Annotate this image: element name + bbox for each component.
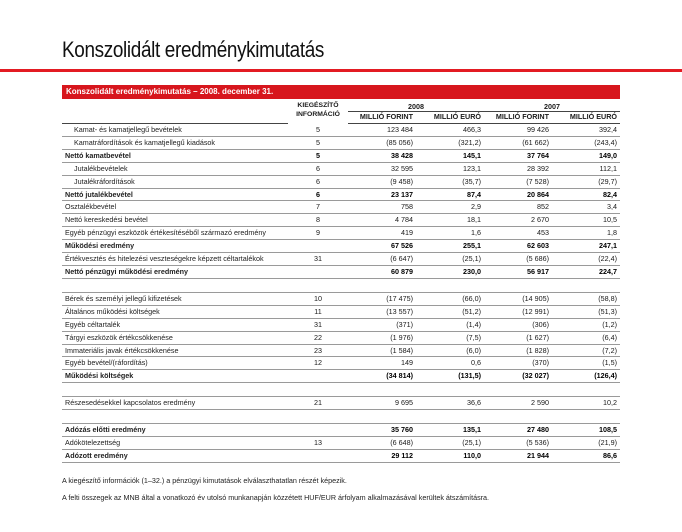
row-eur-2007: 392,4 xyxy=(552,124,620,137)
row-eur-2007: 10,5 xyxy=(552,214,620,227)
row-info xyxy=(288,265,348,278)
blank-cell xyxy=(288,278,348,292)
income-statement-table xyxy=(62,85,620,463)
table-row xyxy=(62,437,620,450)
row-eur-2007: (58,8) xyxy=(552,292,620,305)
row-label: Jutalékráfordítások xyxy=(62,175,288,188)
row-huf-2007: 56 917 xyxy=(484,265,552,278)
blank-cell xyxy=(484,278,552,292)
header-row-years xyxy=(62,99,620,112)
row-info: 13 xyxy=(288,437,348,450)
page-title: Konszolidált eredménykimutatás xyxy=(62,37,325,62)
row-huf-2007: (7 528) xyxy=(484,175,552,188)
row-label: Nettó kamatbevétel xyxy=(62,149,288,162)
header-year-2007: 2007 xyxy=(484,99,620,112)
row-eur-2007: 3,4 xyxy=(552,201,620,214)
row-label: Kamat- és kamatjellegű bevételek xyxy=(62,124,288,137)
row-label: Nettó jutalékbevétel xyxy=(62,188,288,201)
row-label: Egyéb pénzügyi eszközök értékesítéséből származó eredmény xyxy=(62,227,288,240)
row-huf-2008: (1 976) xyxy=(348,331,416,344)
blank-cell xyxy=(62,383,288,397)
row-huf-2007: 2 670 xyxy=(484,214,552,227)
row-info: 9 xyxy=(288,227,348,240)
row-label: Jutalékbevételek xyxy=(62,162,288,175)
row-huf-2008: 35 760 xyxy=(348,424,416,437)
row-huf-2008: (6 648) xyxy=(348,437,416,450)
row-huf-2008: 29 112 xyxy=(348,449,416,462)
row-huf-2008: 123 484 xyxy=(348,124,416,137)
blank-cell xyxy=(288,383,348,397)
row-huf-2007: 20 864 xyxy=(484,188,552,201)
row-huf-2008: 9 695 xyxy=(348,397,416,410)
table-row xyxy=(62,357,620,370)
row-info: 31 xyxy=(288,253,348,266)
title-divider xyxy=(0,69,682,72)
row-info: 6 xyxy=(288,162,348,175)
row-eur-2007: (21,9) xyxy=(552,437,620,450)
table-title-bar: Konszolidált eredménykimutatás – 2008. december 31. xyxy=(62,85,620,99)
row-huf-2007: (306) xyxy=(484,318,552,331)
table-body xyxy=(62,124,620,463)
statement-table xyxy=(62,99,620,463)
row-huf-2007: 453 xyxy=(484,227,552,240)
row-eur-2007: (7,2) xyxy=(552,344,620,357)
table-row xyxy=(62,124,620,137)
row-huf-2008: 32 595 xyxy=(348,162,416,175)
blank-row xyxy=(62,278,620,292)
row-eur-2007: (29,7) xyxy=(552,175,620,188)
blank-cell xyxy=(484,383,552,397)
row-info: 23 xyxy=(288,344,348,357)
header-info-line2: INFORMÁCIÓ xyxy=(296,110,340,118)
row-label: Működési eredmény xyxy=(62,240,288,253)
row-huf-2007: (5 536) xyxy=(484,437,552,450)
row-eur-2008: (321,2) xyxy=(416,136,484,149)
row-eur-2008: 0,6 xyxy=(416,357,484,370)
row-eur-2007: 149,0 xyxy=(552,149,620,162)
row-huf-2007: 37 764 xyxy=(484,149,552,162)
footnote-2: A felti összegek az MNB által a vonatkozó év utolsó munkanapján közzétett HUF/EUR árfolyam alkalmazásával kerültek átszámításra. xyxy=(62,493,490,502)
row-huf-2008: (1 584) xyxy=(348,344,416,357)
row-label: Egyéb bevétel/(ráfordítás) xyxy=(62,357,288,370)
blank-cell xyxy=(416,410,484,424)
footnotes xyxy=(62,476,489,510)
footnote-1: A kiegészítő információk (1–32.) a pénzügyi kimutatások elválaszthatatlan részét képezik. xyxy=(62,476,347,485)
row-huf-2007: (1 828) xyxy=(484,344,552,357)
header-blank-2 xyxy=(62,112,288,124)
blank-cell xyxy=(552,278,620,292)
row-huf-2008: (371) xyxy=(348,318,416,331)
row-label: Egyéb céltartalék xyxy=(62,318,288,331)
row-huf-2008: (34 814) xyxy=(348,370,416,383)
row-eur-2008: (25,1) xyxy=(416,253,484,266)
row-label: Működési költségek xyxy=(62,370,288,383)
row-eur-2008: 2,9 xyxy=(416,201,484,214)
table-row xyxy=(62,162,620,175)
row-huf-2007: 852 xyxy=(484,201,552,214)
table-row xyxy=(62,318,620,331)
row-info: 5 xyxy=(288,136,348,149)
row-label: Osztalékbevétel xyxy=(62,201,288,214)
subtotal-row xyxy=(62,370,620,383)
row-huf-2007: (14 905) xyxy=(484,292,552,305)
row-info: 31 xyxy=(288,318,348,331)
row-eur-2007: 247,1 xyxy=(552,240,620,253)
row-huf-2007: (61 662) xyxy=(484,136,552,149)
row-eur-2007: 112,1 xyxy=(552,162,620,175)
row-eur-2007: 86,6 xyxy=(552,449,620,462)
row-eur-2008: 110,0 xyxy=(416,449,484,462)
row-eur-2007: (1,5) xyxy=(552,357,620,370)
blank-cell xyxy=(62,410,288,424)
row-huf-2007: 21 944 xyxy=(484,449,552,462)
row-eur-2007: (126,4) xyxy=(552,370,620,383)
subtotal-row xyxy=(62,424,620,437)
row-huf-2008: 758 xyxy=(348,201,416,214)
row-info xyxy=(288,370,348,383)
row-huf-2008: 23 137 xyxy=(348,188,416,201)
subtotal-row xyxy=(62,240,620,253)
row-info: 5 xyxy=(288,124,348,137)
row-huf-2007: (12 991) xyxy=(484,305,552,318)
row-huf-2008: 4 784 xyxy=(348,214,416,227)
row-huf-2008: 67 526 xyxy=(348,240,416,253)
row-label: Értékvesztés és hitelezési veszteségekre képzett céltartalékok xyxy=(62,253,288,266)
row-eur-2008: (25,1) xyxy=(416,437,484,450)
row-eur-2007: (243,4) xyxy=(552,136,620,149)
row-eur-2007: 82,4 xyxy=(552,188,620,201)
header-info-line1: KIEGÉSZÍTŐ xyxy=(297,102,339,109)
row-info xyxy=(288,449,348,462)
row-huf-2008: (17 475) xyxy=(348,292,416,305)
header-eur-2007: MILLIÓ EURÓ xyxy=(552,112,620,124)
row-label: Immateriális javak értékcsökkenése xyxy=(62,344,288,357)
row-huf-2007: 2 590 xyxy=(484,397,552,410)
row-huf-2008: 419 xyxy=(348,227,416,240)
blank-row xyxy=(62,410,620,424)
row-eur-2007: (22,4) xyxy=(552,253,620,266)
table-row xyxy=(62,201,620,214)
row-eur-2008: (51,2) xyxy=(416,305,484,318)
header-year-2008: 2008 xyxy=(348,99,484,112)
row-eur-2008: 466,3 xyxy=(416,124,484,137)
blank-cell xyxy=(62,278,288,292)
row-huf-2007: (32 027) xyxy=(484,370,552,383)
row-eur-2008: 135,1 xyxy=(416,424,484,437)
row-info: 6 xyxy=(288,188,348,201)
row-eur-2008: 18,1 xyxy=(416,214,484,227)
row-eur-2007: (6,4) xyxy=(552,331,620,344)
table-row xyxy=(62,214,620,227)
row-info xyxy=(288,240,348,253)
table-row xyxy=(62,305,620,318)
row-eur-2008: 123,1 xyxy=(416,162,484,175)
row-huf-2007: 99 426 xyxy=(484,124,552,137)
subtotal-row xyxy=(62,149,620,162)
row-huf-2007: 27 480 xyxy=(484,424,552,437)
row-eur-2008: 255,1 xyxy=(416,240,484,253)
blank-cell xyxy=(348,383,416,397)
blank-cell xyxy=(552,383,620,397)
row-huf-2008: (6 647) xyxy=(348,253,416,266)
row-eur-2007: 108,5 xyxy=(552,424,620,437)
row-eur-2007: (1,2) xyxy=(552,318,620,331)
blank-cell xyxy=(348,278,416,292)
row-eur-2007: 224,7 xyxy=(552,265,620,278)
table-row xyxy=(62,227,620,240)
row-huf-2008: 38 428 xyxy=(348,149,416,162)
table-row xyxy=(62,344,620,357)
row-eur-2008: (131,5) xyxy=(416,370,484,383)
row-label: Adózás előtti eredmény xyxy=(62,424,288,437)
table-row xyxy=(62,292,620,305)
row-eur-2008: (1,4) xyxy=(416,318,484,331)
row-huf-2008: 60 879 xyxy=(348,265,416,278)
table-row xyxy=(62,331,620,344)
subtotal-row xyxy=(62,449,620,462)
row-eur-2007: (51,3) xyxy=(552,305,620,318)
row-eur-2008: 230,0 xyxy=(416,265,484,278)
row-huf-2008: (9 458) xyxy=(348,175,416,188)
row-eur-2008: 145,1 xyxy=(416,149,484,162)
table-row xyxy=(62,397,620,410)
row-huf-2007: 62 603 xyxy=(484,240,552,253)
row-huf-2008: (85 056) xyxy=(348,136,416,149)
header-eur-2008: MILLIÓ EURÓ xyxy=(416,112,484,124)
row-label: Adókötelezettség xyxy=(62,437,288,450)
row-info: 11 xyxy=(288,305,348,318)
row-label: Bérek és személyi jellegű kifizetések xyxy=(62,292,288,305)
row-huf-2007: (370) xyxy=(484,357,552,370)
row-huf-2007: 28 392 xyxy=(484,162,552,175)
row-info: 5 xyxy=(288,149,348,162)
row-eur-2007: 1,8 xyxy=(552,227,620,240)
row-info xyxy=(288,424,348,437)
header-huf-2008: MILLIÓ FORINT xyxy=(348,112,416,124)
row-eur-2008: 36,6 xyxy=(416,397,484,410)
blank-cell xyxy=(288,410,348,424)
header-blank xyxy=(62,99,288,112)
row-huf-2007: (5 686) xyxy=(484,253,552,266)
blank-row xyxy=(62,383,620,397)
row-info: 7 xyxy=(288,201,348,214)
row-label: Kamatráfordítások és kamatjellegű kiadások xyxy=(62,136,288,149)
row-label: Adózott eredmény xyxy=(62,449,288,462)
row-label: Általános működési költségek xyxy=(62,305,288,318)
row-info: 6 xyxy=(288,175,348,188)
subtotal-row xyxy=(62,188,620,201)
table-row xyxy=(62,253,620,266)
row-info: 22 xyxy=(288,331,348,344)
row-info: 21 xyxy=(288,397,348,410)
row-label: Tárgyi eszközök értékcsökkenése xyxy=(62,331,288,344)
blank-cell xyxy=(416,278,484,292)
row-eur-2008: (6,0) xyxy=(416,344,484,357)
row-huf-2008: (13 557) xyxy=(348,305,416,318)
row-info: 8 xyxy=(288,214,348,227)
row-eur-2008: (66,0) xyxy=(416,292,484,305)
row-huf-2008: 149 xyxy=(348,357,416,370)
blank-cell xyxy=(348,410,416,424)
row-eur-2007: 10,2 xyxy=(552,397,620,410)
row-info: 12 xyxy=(288,357,348,370)
row-label: Nettó pénzügyi működési eredmény xyxy=(62,265,288,278)
header-huf-2007: MILLIÓ FORINT xyxy=(484,112,552,124)
table-row xyxy=(62,175,620,188)
blank-cell xyxy=(484,410,552,424)
row-label: Nettó kereskedési bevétel xyxy=(62,214,288,227)
subtotal-row xyxy=(62,265,620,278)
blank-cell xyxy=(416,383,484,397)
blank-cell xyxy=(552,410,620,424)
row-eur-2008: 87,4 xyxy=(416,188,484,201)
row-eur-2008: (35,7) xyxy=(416,175,484,188)
row-label: Részesedésekkel kapcsolatos eredmény xyxy=(62,397,288,410)
row-eur-2008: (7,5) xyxy=(416,331,484,344)
table-row xyxy=(62,136,620,149)
row-info: 10 xyxy=(288,292,348,305)
row-huf-2007: (1 627) xyxy=(484,331,552,344)
header-info xyxy=(288,99,348,124)
row-eur-2008: 1,6 xyxy=(416,227,484,240)
